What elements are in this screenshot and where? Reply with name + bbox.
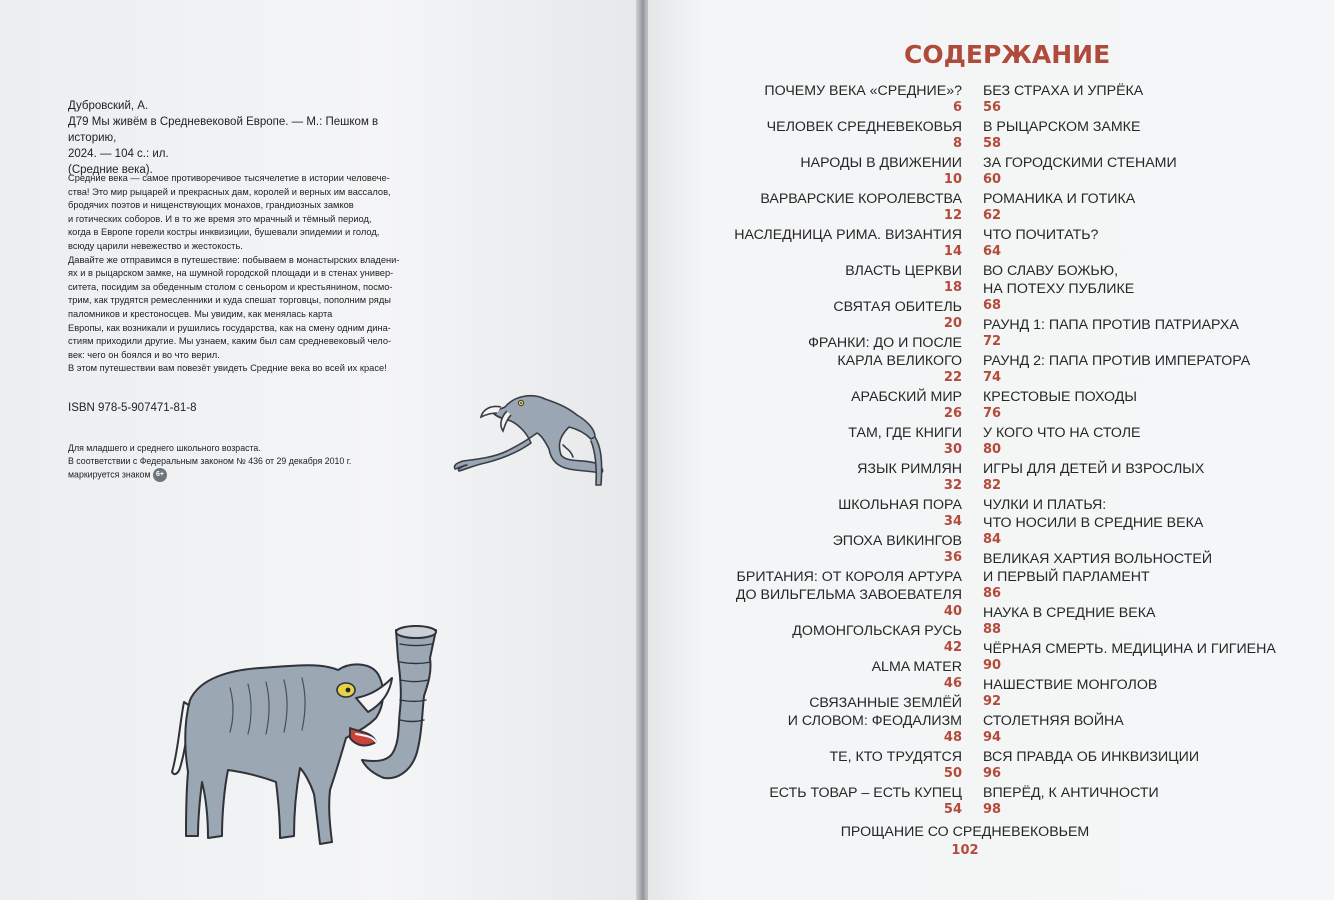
isbn: ISBN 978-5-907471-81-8 [68, 402, 197, 414]
toc-page-number: 84 [983, 532, 1002, 547]
toc-page-number: 26 [943, 406, 962, 421]
toc-entry-title: НА ПОТЕХУ ПУБЛИКЕ [983, 281, 1135, 297]
toc-page-number: 60 [983, 172, 1002, 187]
toc-page-number: 40 [943, 604, 962, 619]
toc-page-number: 102 [951, 843, 979, 858]
toc-entry-title: ШКОЛЬНАЯ ПОРА [838, 497, 962, 513]
toc-entry-title: И ПЕРВЫЙ ПАРЛАМЕНТ [983, 569, 1150, 585]
book-description [68, 172, 408, 376]
toc-page-number: 96 [983, 766, 1002, 781]
toc-entry-title: ВЛАСТЬ ЦЕРКВИ [845, 263, 962, 279]
toc-entry-title: У КОГО ЧТО НА СТОЛЕ [983, 425, 1141, 441]
age-rating-note [68, 442, 368, 482]
toc-entry-title: В РЫЦАРСКОМ ЗАМКЕ [983, 119, 1141, 135]
imprint-line: (Средние века). [68, 164, 153, 176]
toc-entry-title: ЧЕЛОВЕК СРЕДНЕВЕКОВЬЯ [766, 119, 962, 135]
toc-entry-title: КРЕСТОВЫЕ ПОХОДЫ [983, 389, 1137, 405]
toc-page-number: 30 [943, 442, 962, 457]
age-badge-icon: 6+ [153, 468, 167, 482]
toc-entry-title: ЧТО ПОЧИТАТЬ? [983, 227, 1099, 243]
description-line: всюду царили невежество и жестокость. [68, 240, 243, 251]
toc-entry-title: НАШЕСТВИЕ МОНГОЛОВ [983, 677, 1158, 693]
imprint-line: 2024. — 104 с.: ил. [68, 148, 169, 160]
toc-page-number: 62 [983, 208, 1002, 223]
toc-entry-title: ПРОЩАНИЕ СО СРЕДНЕВЕКОВЬЕМ [840, 824, 1090, 840]
toc-page-number: 64 [983, 244, 1002, 259]
toc-entry-title: ЧУЛКИ И ПЛАТЬЯ: [983, 497, 1107, 513]
toc-page-number: 92 [983, 694, 1002, 709]
toc-entry-title: ЗА ГОРОДСКИМИ СТЕНАМИ [983, 155, 1177, 171]
description-line: век: чего он боялся и во что верил. [68, 349, 220, 360]
toc-entry-title: ДОМОНГОЛЬСКАЯ РУСЬ [792, 623, 962, 639]
toc-page-number: 56 [983, 100, 1002, 115]
toc-entry-title: СВЯЗАННЫЕ ЗЕМЛЁЙ [809, 695, 962, 711]
toc-page-number: 42 [943, 640, 962, 655]
toc-page-number: 20 [943, 316, 962, 331]
toc-page-number: 68 [983, 298, 1002, 313]
description-line: Средние века — самое противоречивое тысячелетие в истории человече- [68, 173, 390, 183]
toc-page-number: 50 [943, 766, 962, 781]
toc-entry-title: ТАМ, ГДЕ КНИГИ [848, 425, 962, 441]
description-line: паломников и крестоносцев. Мы увидим, как менялась карта [68, 308, 333, 319]
toc-page-number: 54 [943, 802, 962, 817]
toc-entry-title: РОМАНИКА И ГОТИКА [983, 191, 1136, 207]
description-line: ситета, посидим за обеденным столом с сеньором и крестьянином, посмо- [68, 281, 393, 292]
toc-page-number: 14 [943, 244, 962, 259]
toc-page-number: 22 [943, 370, 962, 385]
toc-entry-title: СТОЛЕТНЯЯ ВОЙНА [983, 713, 1124, 729]
toc-entry-title: ВПЕРЁД, К АНТИЧНОСТИ [983, 785, 1159, 801]
toc-entry-title: РАУНД 1: ПАПА ПРОТИВ ПАТРИАРХА [983, 317, 1239, 333]
toc-entry-title: ДО ВИЛЬГЕЛЬМА ЗАВОЕВАТЕЛЯ [735, 587, 962, 603]
toc-page-number: 88 [983, 622, 1002, 637]
toc-entry-title: ЕСТЬ ТОВАР – ЕСТЬ КУПЕЦ [769, 785, 962, 801]
description-line: Давайте же отправимся в путешествие: побываем в монастырских владени- [68, 254, 400, 265]
toc-entry-title: БРИТАНИЯ: ОТ КОРОЛЯ АРТУРА [736, 569, 962, 585]
toc-entry-title: ВСЯ ПРАВДА ОБ ИНКВИЗИЦИИ [983, 749, 1200, 765]
toc-entry-title: ФРАНКИ: ДО И ПОСЛЕ [808, 335, 962, 351]
age-note-line: Для младшего и среднего школьного возраста. [68, 443, 261, 453]
toc-entry-title: КАРЛА ВЕЛИКОГО [837, 353, 962, 369]
toc-page-number: 48 [943, 730, 962, 745]
toc-entry-title: ИГРЫ ДЛЯ ДЕТЕЙ И ВЗРОСЛЫХ [983, 461, 1205, 477]
toc-page-number: 12 [943, 208, 962, 223]
toc-page-number: 36 [943, 550, 962, 565]
toc-entry-title: ПОЧЕМУ ВЕКА «СРЕДНИЕ»? [764, 83, 962, 99]
toc-entry-title: СВЯТАЯ ОБИТЕЛЬ [833, 299, 962, 315]
toc-entry-title: ЭПОХА ВИКИНГОВ [832, 533, 962, 549]
description-line: и готических соборов. И в то же время это мрачный и тёмный период, [68, 213, 372, 224]
toc-page-number: 94 [983, 730, 1002, 745]
toc-page-number: 18 [943, 280, 962, 295]
toc-entry-title: И СЛОВОМ: ФЕОДАЛИЗМ [787, 713, 962, 729]
toc-page-number: 86 [983, 586, 1002, 601]
description-line: Европы, как возникали и рушились государства, как на смену одним дина- [68, 322, 391, 333]
toc-entry-title: ЧТО НОСИЛИ В СРЕДНИЕ ВЕКА [983, 515, 1204, 531]
toc-entry-title: ТЕ, КТО ТРУДЯТСЯ [829, 749, 962, 765]
description-line: трим, как трудятся ремесленники и куда спешат торговцы, пополним ряды [68, 295, 391, 306]
toc-entry-title: РАУНД 2: ПАПА ПРОТИВ ИМПЕРАТОРА [983, 353, 1251, 369]
toc-entry-title: АРАБСКИЙ МИР [851, 389, 962, 405]
age-note-line: В соответствии с Федеральным законом № 436 от 29 декабря 2010 г. [68, 456, 352, 466]
toc-entry-title: НАУКА В СРЕДНИЕ ВЕКА [983, 605, 1156, 621]
toc-page-number: 74 [983, 370, 1002, 385]
toc-page-number: 90 [983, 658, 1002, 673]
description-line: ях и в рыцарском замке, на шумной городской площади и в стенах универ- [68, 268, 394, 279]
toc-page-number: 98 [983, 802, 1002, 817]
description-line: В этом путешествии вам повезёт увидеть Средние века во всей их красе! [68, 363, 387, 374]
toc-page-number: 6 [952, 100, 962, 115]
leaping-creature-illustration [445, 385, 615, 495]
toc-page-number: 82 [983, 478, 1002, 493]
imprint-line: Дубровский, А. [68, 100, 149, 112]
toc-entry-title: ALMA MATER [871, 659, 962, 675]
description-line: стиям приходили другие. Мы узнаем, каким был сам средневековый чело- [68, 336, 392, 347]
toc-page-number: 10 [943, 172, 962, 187]
left-page [0, 0, 640, 900]
toc-entry-title: ВЕЛИКАЯ ХАРТИЯ ВОЛЬНОСТЕЙ [983, 551, 1213, 567]
description-line: бродячих поэтов и нищенствующих монахов, грандиозных замков [68, 200, 354, 211]
age-note-line: маркируется знаком [68, 469, 151, 480]
toc-page-number: 34 [943, 514, 962, 529]
toc-entry-title: НАСЛЕДНИЦА РИМА. ВИЗАНТИЯ [734, 227, 962, 243]
toc-entry-title: ЯЗЫК РИМЛЯН [857, 461, 962, 477]
toc-entry-title: БЕЗ СТРАХА И УПРЁКА [983, 83, 1144, 99]
toc-entry-title: ВАРВАРСКИЕ КОРОЛЕВСТВА [760, 191, 962, 207]
toc-page-number: 80 [983, 442, 1002, 457]
toc-page-number: 72 [983, 334, 1002, 349]
toc-entry-title: ЧЁРНАЯ СМЕРТЬ. МЕДИЦИНА И ГИГИЕНА [983, 641, 1276, 657]
imprint-block [68, 98, 413, 178]
description-line: ства! Это мир рыцарей и прекрасных дам, королей и верных им вассалов, [68, 186, 391, 197]
imprint-line: Д79 Мы живём в Средневековой Европе. — М.: Пешком в историю, [68, 116, 379, 144]
toc-page-number: 8 [952, 136, 962, 151]
toc-page-number: 32 [943, 478, 962, 493]
toc-title: СОДЕРЖАНИЕ [904, 40, 1111, 69]
toc-entry-title: НАРОДЫ В ДВИЖЕНИИ [800, 155, 962, 171]
toc-page-number: 46 [943, 676, 962, 691]
toc-page-number: 76 [983, 406, 1002, 421]
description-line: когда в Европе горели костры инквизиции, бушевали эпидемии и голод, [68, 227, 380, 238]
toc-page-number: 58 [983, 136, 1002, 151]
toc-entry-title: ВО СЛАВУ БОЖЬЮ, [983, 263, 1119, 279]
